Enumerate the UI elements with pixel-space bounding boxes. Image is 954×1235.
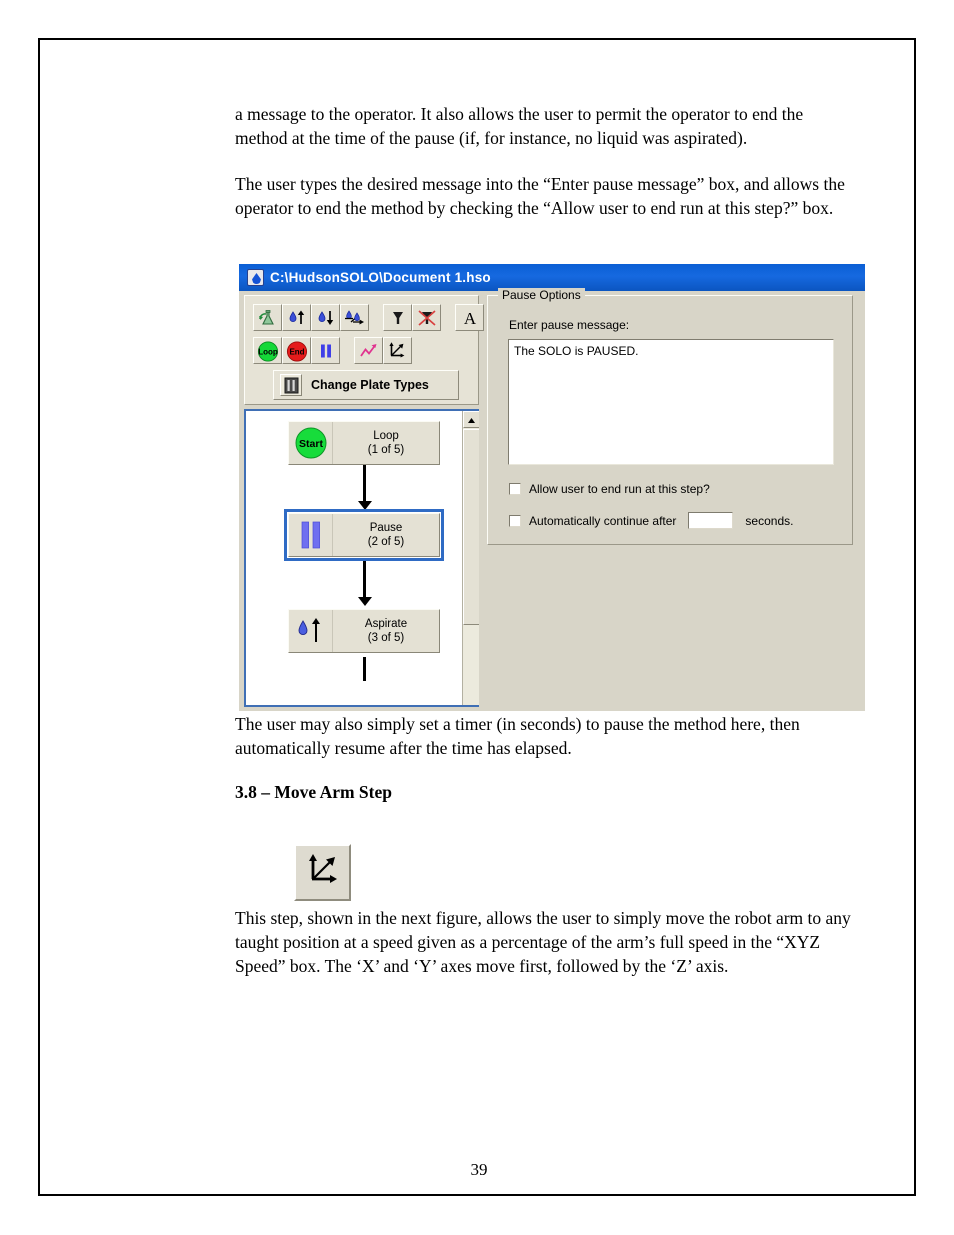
window-title: C:\HudsonSOLO\Document 1.hso (270, 270, 491, 285)
mix-icon (344, 309, 365, 327)
page-frame (38, 38, 916, 1196)
move-arm-button[interactable] (383, 337, 412, 364)
wash-flask-button[interactable] (253, 304, 282, 331)
toolbar-row-1 (253, 304, 484, 331)
page-number: 39 (470, 1160, 488, 1179)
flow-arrow-1 (363, 465, 366, 502)
loop-start-button[interactable] (253, 337, 282, 364)
aspirate-icon (287, 309, 307, 327)
window-titlebar (239, 264, 865, 291)
paragraph-4: This step, shown in the next figure, allows the user to simply move the robot arm to any taught position at a speed given as a percentage of the arm’s full speed in the “XYZ Speed” box. The ‘X’ and ‘Y’ axes move first, followed by the ‘Z’ axis. (235, 908, 851, 976)
pause-options-group (487, 288, 853, 545)
tip-pickup-icon (389, 309, 407, 327)
pause-options-title: Pause Options (498, 288, 585, 302)
aspirate-button[interactable] (282, 304, 311, 331)
document-body-last (235, 906, 855, 1000)
change-plate-types-button[interactable] (273, 370, 459, 400)
comment-text-icon (461, 309, 479, 327)
scroll-up-icon (467, 411, 476, 429)
svg-text:Loop: Loop (257, 347, 278, 356)
tip-eject-button[interactable] (412, 304, 441, 331)
document-body (235, 102, 855, 242)
tip-pickup-button[interactable] (383, 304, 412, 331)
svg-text:Start: Start (298, 438, 323, 450)
allow-end-run-checkbox-row[interactable] (509, 482, 710, 496)
loop-start-icon (256, 339, 280, 363)
solo-application-window (239, 264, 865, 711)
flowchart-canvas (246, 411, 452, 705)
flow-step-aspirate-label: Aspirate (3 of 5) (364, 618, 408, 644)
zigzag-arrow-icon (359, 342, 379, 360)
wash-flask-icon (258, 309, 278, 327)
change-plate-types-label: Change Plate Types (311, 378, 429, 392)
plate-icon (280, 374, 302, 396)
move-arm-icon (305, 852, 341, 893)
comment-text-button[interactable] (455, 304, 484, 331)
pause-button[interactable] (311, 337, 340, 364)
dispense-button[interactable] (311, 304, 340, 331)
aspirate-icon (289, 610, 333, 652)
allow-end-run-label: Allow user to end run at this step? (529, 482, 710, 496)
mix-button[interactable] (340, 304, 369, 331)
flow-arrow-3 (363, 657, 366, 681)
allow-end-run-checkbox[interactable] (509, 483, 521, 495)
droplet-app-icon (247, 269, 264, 286)
flow-step-loop-label: Loop (1 of 5) (367, 430, 405, 456)
enter-pause-message-label: Enter pause message: (509, 318, 630, 332)
pause-message-input[interactable]: The SOLO is PAUSED. (508, 339, 834, 465)
seconds-suffix-label: seconds. (745, 513, 794, 528)
auto-continue-label: Automatically continue after (529, 513, 677, 528)
auto-continue-checkbox[interactable] (509, 515, 521, 527)
loop-end-button[interactable] (282, 337, 311, 364)
scroll-up-button[interactable] (463, 411, 479, 428)
dispense-icon (316, 309, 336, 327)
tip-eject-icon (417, 309, 437, 327)
document-body-lower (235, 712, 855, 811)
svg-text:A: A (463, 308, 476, 327)
flow-step-aspirate[interactable] (288, 609, 440, 653)
move-arm-figure-icon (294, 844, 351, 901)
paragraph-2: The user types the desired message into the “Enter pause message” box, and allows the operator to end the method by checking the “Allow user to end run at this step?” box. (235, 174, 845, 218)
scroll-thumb[interactable] (463, 429, 479, 625)
auto-continue-checkbox-row[interactable] (509, 512, 793, 529)
flowchart-scrollbar[interactable] (462, 411, 479, 705)
pause-bars-icon (289, 514, 333, 556)
flow-step-pause[interactable] (288, 513, 440, 557)
zigzag-arrow-button[interactable] (354, 337, 383, 364)
move-arm-icon (388, 341, 407, 360)
paragraph-3: The user may also simply set a timer (in seconds) to pause the method here, then automatically resume after the time has elapsed. (235, 714, 800, 758)
seconds-input[interactable] (688, 512, 733, 529)
toolbar-panel (244, 295, 479, 405)
start-circle-icon (289, 422, 333, 464)
paragraph-1: a message to the operator. It also allows the user to permit the operator to end the method at the time of the pause (if, for instance, no liquid was aspirated). (235, 104, 804, 148)
svg-text:End: End (288, 347, 305, 356)
pause-icon (317, 342, 335, 360)
flow-step-pause-label: Pause (2 of 5) (367, 522, 405, 548)
toolbar-row-2 (253, 337, 412, 364)
section-heading: 3.8 – Move Arm Step (235, 782, 392, 802)
flow-step-loop[interactable] (288, 421, 440, 465)
loop-end-icon (285, 339, 309, 363)
method-flowchart-panel (244, 409, 479, 707)
window-client-area (239, 288, 865, 711)
flow-arrow-2 (363, 561, 366, 598)
